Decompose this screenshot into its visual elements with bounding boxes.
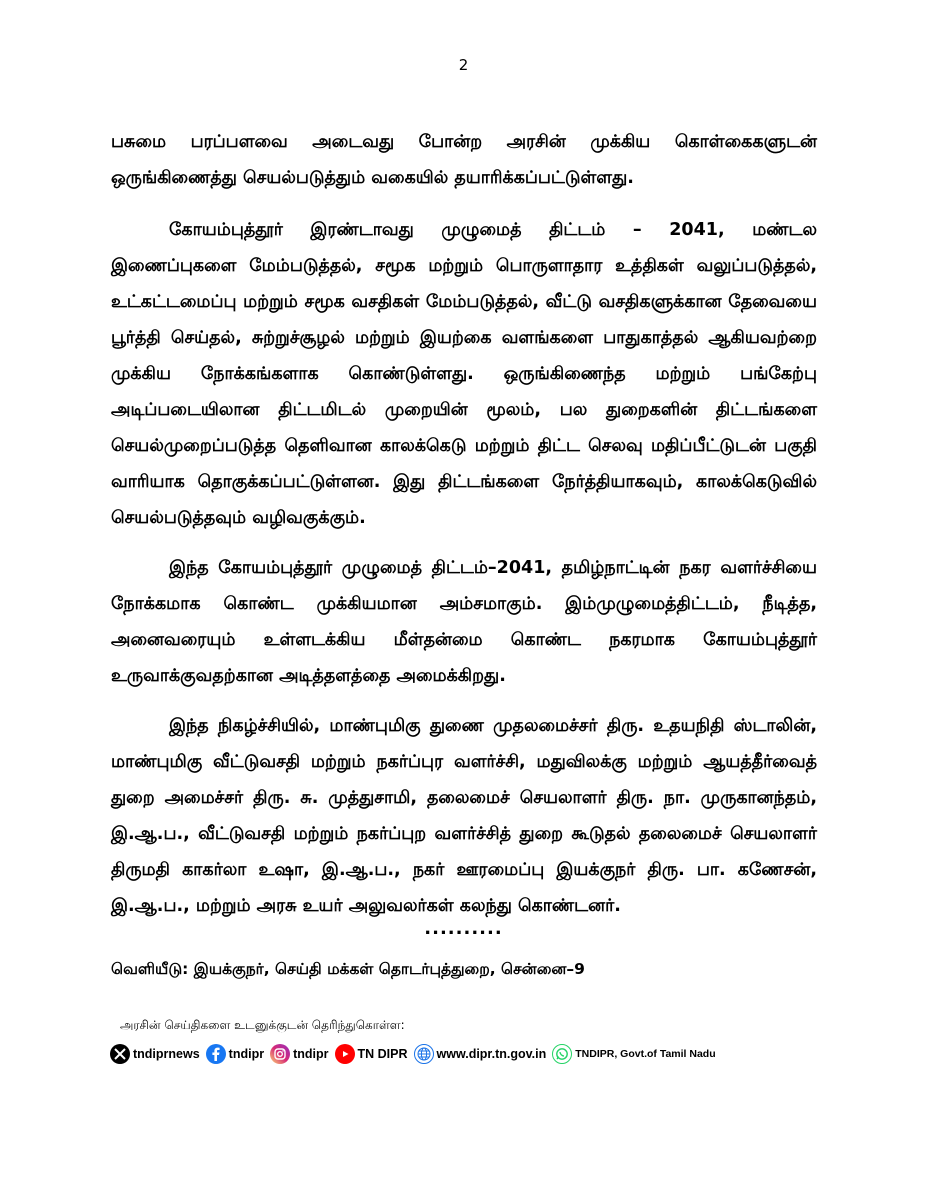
social-facebook-link[interactable] xyxy=(206,1044,264,1064)
paragraph-objectives: கோயம்புத்தூர் இரண்டாவது முழுமைத் திட்டம் – 2041, மண்டல இணைப்புகளை மேம்படுத்தல், சமூக மற்றும் பொருளாதார உத்திகள் வலுப்படுத்தல், உட்கட்டமைப்பு மற்றும் சமூக வசதிகள் மேம்படுத்தல், வீட்டு வசதிகளுக்கான தேவையை பூர்த்தி செய்தல், சுற்றுச்சூழல் மற்றும் இயற்கை வளங்களை பாதுகாத்தல் ஆகியவற்றை முக்கிய நோக்கங்களாக கொண்டுள்ளது. ஒருங்கிணைந்த மற்றும் பங்கேற்பு அடிப்படையிலான திட்டமிடல் முறையின் மூலம், பல துறைகளின் திட்டங்களை செயல்முறைப்படுத்த தெளிவான காலக்கெடு மற்றும் திட்ட செலவு மதிப்பீட்டுடன் பகுதி வாரியாக தொகுக்கப்பட்டுள்ளன. இது திட்டங்களை நேர்த்தியாகவும், காலக்கெடுவில் செயல்படுத்தவும் வழிவகுக்கும். xyxy=(111,220,817,528)
paragraph-attendees: இந்த நிகழ்ச்சியில், மாண்புமிகு துணை முதலமைச்சர் திரு. உதயநிதி ஸ்டாலின், மாண்புமிகு வீட்டுவசதி மற்றும் நகர்ப்புர வளர்ச்சி, மதுவிலக்கு மற்றும் ஆயத்தீர்வைத் துறை அமைச்சர் திரு. சு. முத்துசாமி, தலைமைச் செயலாளர் திரு. நா. முருகானந்தம், இ.ஆ.ப., வீட்டுவசதி மற்றும் நகர்ப்புற வளர்ச்சித் துறை கூடுதல் தலைமைச் செயலாளர் திருமதி காகர்லா உஷா, இ.ஆ.ப., நகர் ஊரமைப்பு இயக்குநர் திரு. பா. கணேசன், இ.ஆ.ப., மற்றும் அரசு உயர் அலுவலர்கள் கலந்து கொண்டனர். xyxy=(111,716,817,916)
follow-prompt: அரசின் செய்திகளை உடனுக்குடன் தெரிந்துகொள்ள: xyxy=(120,1018,405,1032)
social-instagram-link[interactable] xyxy=(270,1044,328,1064)
social-x-label: tndiprnews xyxy=(133,1047,200,1061)
social-instagram-label: tndipr xyxy=(293,1047,329,1061)
social-youtube-label: TN DIPR xyxy=(357,1047,408,1061)
social-website-link[interactable] xyxy=(414,1044,547,1064)
social-website-label: www.dipr.tn.gov.in xyxy=(436,1047,547,1061)
whatsapp-icon xyxy=(552,1044,572,1064)
press-release-body xyxy=(111,124,817,938)
page-number: 2 xyxy=(458,56,469,74)
social-links xyxy=(110,1044,722,1064)
globe-icon xyxy=(414,1044,434,1064)
release-credit: வெளியீடு: இயக்குநர், செய்தி மக்கள் தொடர்புத்துறை, சென்னை–9 xyxy=(111,960,585,978)
paragraph-intro: பசுமை பரப்பளவை அடைவது போன்ற அரசின் முக்கிய கொள்கைகளுடன் ஒருங்கிணைத்து செயல்படுத்தும் வகையில் தயாரிக்கப்பட்டுள்ளது. xyxy=(111,132,817,188)
instagram-icon xyxy=(270,1044,290,1064)
facebook-icon xyxy=(206,1044,226,1064)
social-facebook-label: tndipr xyxy=(228,1047,265,1061)
paragraph-significance: இந்த கோயம்புத்தூர் முழுமைத் திட்டம்–2041, தமிழ்நாட்டின் நகர வளர்ச்சியை நோக்கமாக கொண்ட முக்கியமான அம்சமாகும். இம்முழுமைத்திட்டம், நீடித்த, அனைவரையும் உள்ளடக்கிய மீள்தன்மை கொண்ட நகரமாக கோயம்புத்தூர் உருவாக்குவதற்கான அடித்தளத்தை அமைக்கிறது. xyxy=(111,558,817,686)
x-icon xyxy=(110,1044,130,1064)
social-youtube-link[interactable] xyxy=(335,1044,408,1064)
youtube-icon xyxy=(335,1044,355,1064)
section-separator: .......... xyxy=(424,918,503,939)
social-x-link[interactable] xyxy=(110,1044,200,1064)
social-whatsapp-label: TNDIPR, Govt.of Tamil Nadu xyxy=(575,1048,716,1060)
social-whatsapp-link[interactable] xyxy=(552,1044,715,1064)
